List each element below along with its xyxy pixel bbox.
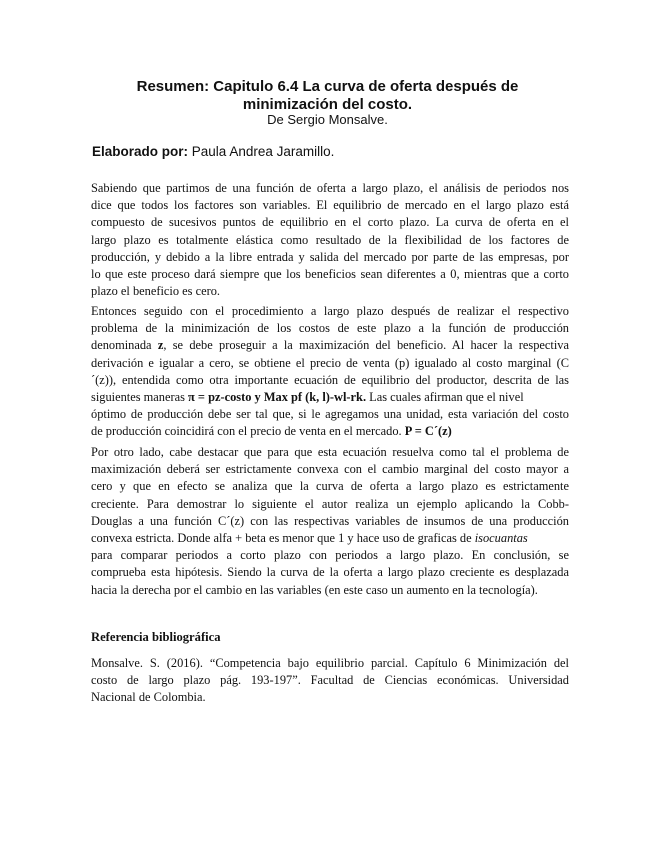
text-line: Sabiendo que partimos de una función de oferta a largo plazo, el análisis de periodos nos (91, 181, 569, 195)
variable-z: z (157, 338, 164, 353)
text-line (91, 337, 569, 354)
prepared-by (92, 143, 334, 160)
text-line: ´(z)), entendida como otra importante ecuación de equilibrio del productor, descrita de las (91, 372, 569, 387)
text-run: de producción coincidirá con el precio de venta en el mercado. (91, 424, 405, 439)
text-line: producción, y debido a la libre entrada y salida del mercado por parte de las empresas, por (91, 249, 569, 264)
text-line: Monsalve. S. (2016). “Competencia bajo equilibrio parcial. Capítulo 6 Minimización del (91, 656, 569, 670)
profit-equation: π = pz-costo y Max pf (k, l)-wl-rk. (188, 390, 367, 405)
text-line: Por otro lado, cabe destacar que para que esta ecuación resuelva como tal el problema de (91, 445, 569, 459)
text-line: plazo el beneficio es cero. (91, 284, 221, 299)
text-line: problema de la minimización de los costos de este plazo a la función de producción (91, 321, 569, 336)
text-line (91, 530, 569, 547)
text-run: convexa estricta. Donde alfa + beta es menor que 1 y hace uso de graficas de (91, 531, 475, 546)
prepared-by-name: Paula Andrea Jaramillo. (191, 144, 335, 159)
references-heading: Referencia bibliográfica (91, 630, 221, 644)
paragraph-2 (91, 303, 569, 441)
text-line: hacia la derecha por el cambio en las variables (en este caso un aumento en la tecnología). (91, 582, 538, 597)
text-line: compuesto de sucesivos puntos de equilibrio en el corto plazo. La curva de oferta en el (91, 215, 569, 230)
text-line: dice que todos los factores son variables. El equilibrio de mercado en el largo plazo está (91, 198, 569, 213)
text-run: denominada (91, 338, 158, 353)
text-line: largo plazo es totalmente elástica como resultado de la flexibilidad de los factores de (91, 232, 569, 247)
prepared-by-label: Elaborado por: (92, 144, 189, 159)
text-run: , se debe proseguir a la maximización del beneficio. Al hacer la respectiva (163, 338, 569, 353)
text-line (91, 389, 569, 406)
text-line: cero y que en efecto se analiza que la curva de oferta a largo plazo es estrictamente (91, 479, 569, 494)
price-equation: P = C´(z) (404, 424, 452, 439)
text-line: lo que este proceso dará siempre que los beneficios sean diferentes a 0, mientras que a corto (91, 267, 569, 282)
text-line: Entonces seguido con el procedimiento a largo plazo después de realizar el respectivo (91, 304, 569, 318)
text-line: creciente. Para demostrar lo siguiente el autor realiza un ejemplo aplicando la Cobb- (91, 496, 569, 511)
text-line: derivación e igualar a cero, se obtiene el precio de venta (p) igualado al costo marginal (C (91, 355, 569, 370)
text-line: Douglas a una función C´(z) con las respectivas variables de insumos de una producción (91, 513, 569, 528)
text-run: siguientes maneras (91, 390, 189, 405)
italic-term: isocuantas (474, 531, 528, 546)
text-line: comprueba esta hipótesis. Siendo la curva de la oferta a largo plazo creciente es desplazada (91, 565, 569, 580)
text-line (91, 423, 569, 440)
text-line: costo de largo plazo pág. 193-197”. Facultad de Ciencias económicas. Universidad (91, 673, 569, 688)
paragraph-3 (91, 444, 569, 599)
text-run: Las cuales afirman que el nivel (366, 390, 524, 405)
page-title-line-1: Resumen: Capitulo 6.4 La curva de oferta después de (136, 78, 519, 95)
author-line: De Sergio Monsalve. (267, 112, 388, 127)
reference-entry (91, 655, 569, 707)
text-line: óptimo de producción debe ser tal que, si le agregamos una unidad, esta variación del costo (91, 407, 569, 422)
page-title-line-2: minimización del costo. (242, 96, 413, 113)
text-line: maximización deberá ser estrictamente convexa con el cambio marginal del costo mayor a (91, 462, 569, 477)
text-line: para comparar periodos a corto plazo con periodos a largo plazo. En conclusión, se (91, 548, 569, 563)
paragraph-1 (91, 180, 569, 300)
text-line: Nacional de Colombia. (91, 690, 206, 705)
